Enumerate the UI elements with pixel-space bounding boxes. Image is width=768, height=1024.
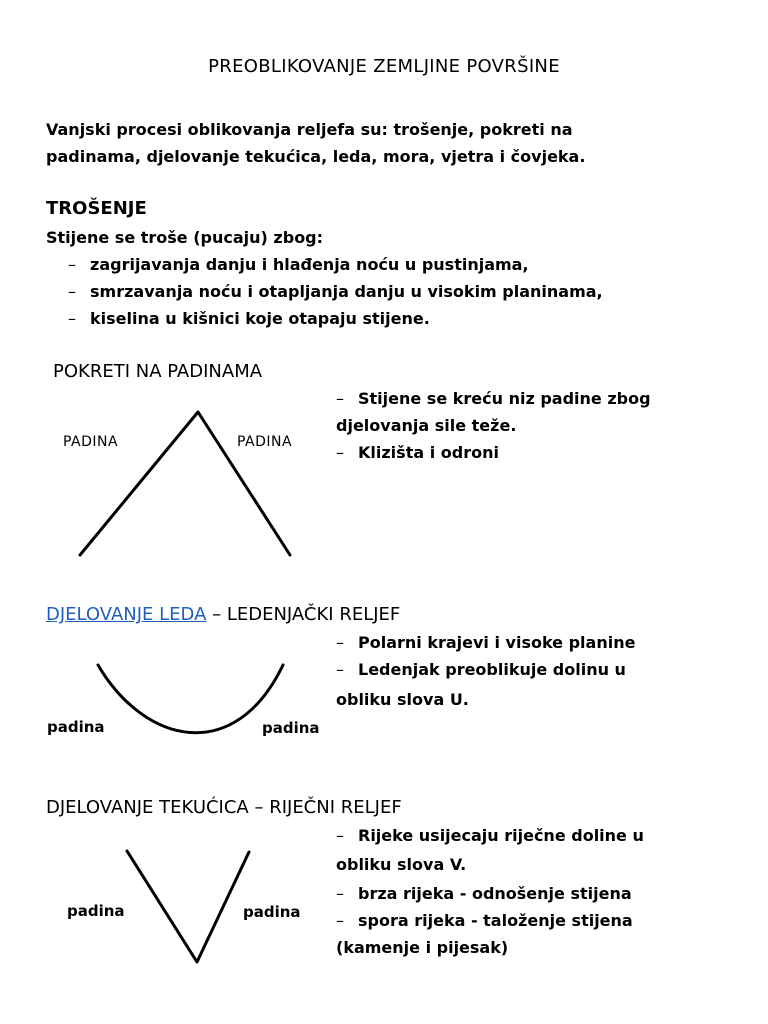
tekucice-item-continued: (kamenje i pijesak) (336, 938, 509, 957)
v-valley-label-left: padina (67, 902, 125, 920)
page-title: PREOBLIKOVANJE ZEMLJINE POVRŠINE (208, 56, 560, 77)
led-heading-link[interactable]: DJELOVANJE LEDA (46, 604, 207, 625)
led-item-text: Ledenjak preoblikuje dolinu u (358, 660, 626, 679)
dash-bullet: – (336, 884, 344, 903)
pokreti-item-text: Stijene se kreću niz padine zbog (358, 389, 651, 408)
led-item (336, 660, 626, 679)
intro-line-2: padinama, djelovanje tekućica, leda, mora, vjetra i čovjeka. (46, 147, 586, 166)
section-heading-led (46, 604, 400, 625)
trosenje-item-text: zagrijavanja danju i hlađenja noću u pustinjama, (90, 255, 529, 274)
slope-label-right: PADINA (237, 434, 293, 450)
tekucice-item-continued: obliku slova V. (336, 855, 467, 874)
dash-bullet: – (336, 660, 344, 679)
section-heading-tekucice: DJELOVANJE TEKUĆICA – RIJEČNI RELJEF (46, 797, 402, 818)
dash-bullet: – (336, 826, 344, 845)
slope-label-left: PADINA (63, 434, 119, 450)
led-item (336, 633, 635, 652)
led-item-continued: obliku slova U. (336, 690, 469, 709)
u-valley-label-right: padina (262, 719, 320, 737)
v-valley-label-right: padina (243, 903, 301, 921)
dash-bullet: – (336, 911, 344, 930)
section-heading-trosenje: TROŠENJE (46, 198, 147, 219)
section-heading-pokreti: POKRETI NA PADINAMA (53, 361, 263, 382)
tekucice-item (336, 911, 633, 930)
pokreti-item-continued: djelovanja sile teže. (336, 416, 517, 435)
dash-bullet: – (68, 309, 76, 328)
dash-bullet: – (68, 255, 76, 274)
tekucice-item-text: spora rijeka - taloženje stijena (358, 911, 633, 930)
tekucice-item (336, 884, 632, 903)
intro-line-1: Vanjski procesi oblikovanja reljefa su: trošenje, pokreti na (46, 120, 573, 139)
dash-bullet: – (336, 633, 344, 652)
dash-bullet: – (336, 443, 344, 462)
led-heading-rest: – LEDENJAČKI RELJEF (206, 604, 401, 625)
pokreti-item (336, 443, 499, 462)
led-item-text: Polarni krajevi i visoke planine (358, 633, 636, 652)
tekucice-item-text: brza rijeka - odnošenje stijena (358, 884, 632, 903)
pokreti-item (336, 389, 651, 408)
tekucice-item-text: Rijeke usijecaju riječne doline u (358, 826, 644, 845)
v-valley-lines (127, 851, 249, 962)
u-valley-label-left: padina (47, 718, 105, 736)
trosenje-item-text: kiselina u kišnici koje otapaju stijene. (90, 309, 430, 328)
tekucice-item (336, 826, 644, 845)
dash-bullet: – (68, 282, 76, 301)
pokreti-item-text: Klizišta i odroni (358, 443, 499, 462)
trosenje-lead: Stijene se troše (pucaju) zbog: (46, 228, 324, 247)
trosenje-item-text: smrzavanja noću i otapljanja danju u visokim planinama, (90, 282, 603, 301)
u-valley-curve (98, 665, 283, 733)
dash-bullet: – (336, 389, 344, 408)
